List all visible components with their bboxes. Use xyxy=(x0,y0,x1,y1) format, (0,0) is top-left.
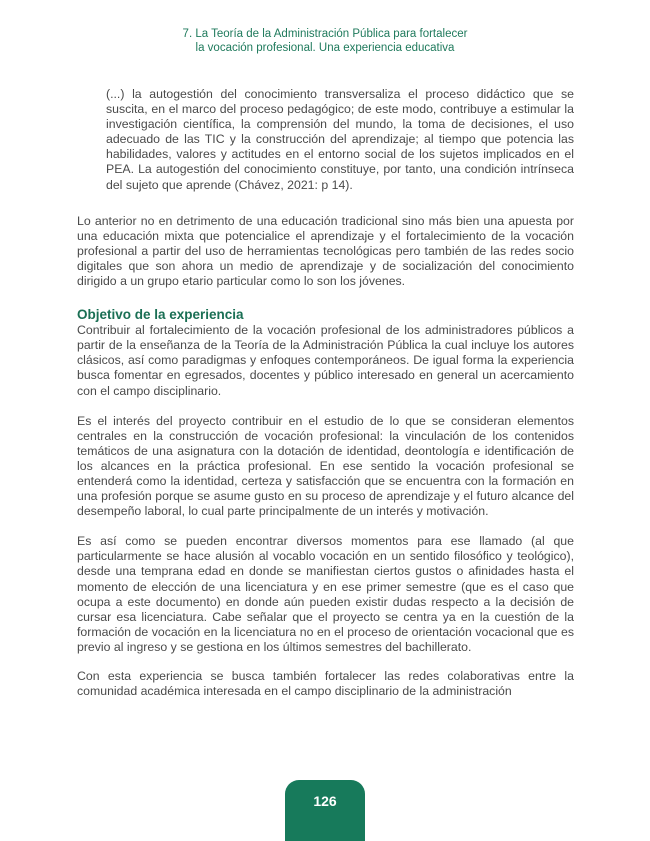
running-header-line-1: 7. La Teoría de la Administración Pública para fortalecer xyxy=(182,28,468,40)
block-quote: (...) la autogestión del conocimiento transversaliza el proceso didáctico que se suscita, en el marco del proceso pedagógico; de este modo, contribuye a estimular la investigación científica, la comprensión del mundo, la toma de decisiones, el uso adecuado de las TIC y la construcción del aprendizaje; al tiempo que potencia las habilidades, valores y actitudes en el entorno social de los sujetos implicados en el PEA. La autogestión del conocimiento constituye, por tanto, una condición intrínseca del sujeto que aprende (Chávez, 2021: p 14). xyxy=(106,87,574,192)
paragraph-3: Es el interés del proyecto contribuir en el estudio de lo que se consideran elementos centrales en la construcción de vocación profesional: la vinculación de los contenidos temáticos de una asignatura con la dotación de identidad, deontología e identificación de los alcances en la práctica profesional. En ese sentido la vocación profesional se entenderá como la identidad, certeza y satisfacción que se encuentra con la formación en una profesión porque se asume gusto en su proceso de aprendizaje y el futuro alcance del desempeño laboral, lo cual parte principalmente de un interés y motivación. xyxy=(77,413,574,519)
running-header-line-2: la vocación profesional. Una experiencia educativa xyxy=(195,41,455,54)
page-number: 126 xyxy=(313,793,337,809)
paragraph-4: Es así como se pueden encontrar diversos momentos para ese llamado (al que particularmente se hace alusión al vocablo vocación en un sentido filosófico y teológico), desde una temprana edad en donde se manifiestan ciertos gustos o afinidades hasta el momento de elección de una licenciatura y en ese primer semestre (que es el caso que ocupa a este documento) en donde aún pueden existir dudas respecto a la decisión de cursar esa licenciatura. Cabe señalar que el proyecto se centra ya en la cuestión de la formación de vocación en la licenciatura no en el proceso de orientación vocacional que es previo al ingreso y se gestiona en los últimos semestres del bachillerato. xyxy=(77,534,574,654)
paragraph-5: Con esta experiencia se busca también fortalecer las redes colaborativas entre la comunidad académica interesada en el campo disciplinario de la administración xyxy=(77,669,574,699)
page-number-tab xyxy=(285,780,365,841)
section-title: Objetivo de la experiencia xyxy=(77,307,244,323)
paragraph-2: Contribuir al fortalecimiento de la vocación profesional de los administradores públicos a partir de la enseñanza de la Teoría de la Administración Pública la cual incluye los autores clásicos, así como paradigmas y enfoques contemporáneos. De igual forma la experiencia busca fomentar en egresados, docentes y público interesado en general un acercamiento con el campo disciplinario. xyxy=(77,323,574,398)
running-header xyxy=(0,28,650,55)
page-body xyxy=(77,87,574,699)
paragraph-1: Lo anterior no en detrimento de una educación tradicional sino más bien una apuesta por una educación mixta que potencialice el aprendizaje y el fortalecimiento de la vocación profesional a partir del uso de herramientas tecnológicas pero también de las redes socio digitales que son ahora un medio de aprendizaje y de socialización del conocimiento dirigido a un grupo etario particular como lo son los jóvenes. xyxy=(77,213,574,289)
